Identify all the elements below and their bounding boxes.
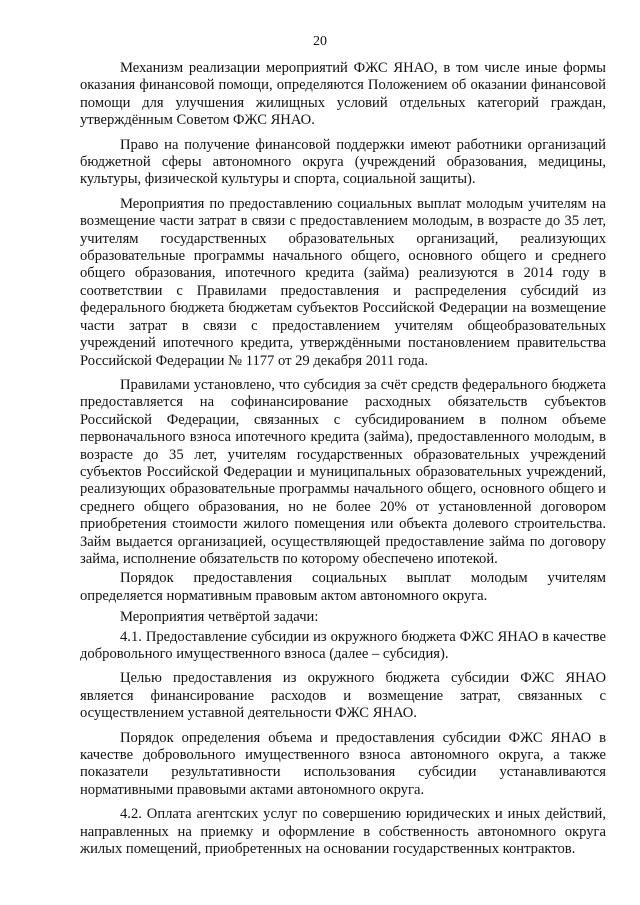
paragraph-teacher-payments: Мероприятия по предоставлению социальных выплат молодым учителям на возмещение части затрат в связи с предоставлением молодым, в возрасте до 35 лет, учителям государственных образовательных организаций, реализующих образовательные программы начального общего, основного общего и среднего общего образования, ипотечного кредита (займа) реализуются в 2014 году в соответствии с Правилами предоставления и распределения субсидий из федерального бюджета бюджетам субъектов Российской Федерации на возмещение части затрат в связи с предоставлением учителям общеобразовательных учреждений ипотечного кредита, утверждёнными постановлением правительства Российской Федерации № 1177 от 29 декабря 2011 года. [80,195,606,369]
page-number: 20 [313,34,327,49]
paragraph-procedure: Порядок предоставления социальных выплат молодым учителям определяется нормативным правовым актом автономного округа. [80,570,606,604]
paragraph-task-four-heading: Мероприятия четвёртой задачи: [120,609,319,626]
paragraph-subsidy-purpose: Целью предоставления из окружного бюджета субсидии ФЖС ЯНАО является финансирование расходов и возмещение затрат, связанных с осуществлением уставной деятельности ФЖС ЯНАО. [80,670,606,722]
paragraph-rules: Правилами установлено, что субсидия за счёт средств федерального бюджета предоставляется на софинансирование расходных обязательств субъектов Российской Федерации, связанных с субсидированием в полном объеме первоначального взноса ипотечного кредита (займа), предоставленного молодым, в возрасте до 35 лет, учителям государственных образовательных учреждений субъектов Российской Федерации и муниципальных образовательных учреждений, реализующих образовательные программы начального общего, основного общего и среднего общего образования, но не более 20% от установленной договором приобретения стоимости жилого помещения или объекта долевого строительства. Займ выдается организацией, осуществляющей предоставление займа по договору займа, исполнение обязательств по которому обеспечено ипотекой. [80,376,606,567]
paragraph-subsidy-procedure: Порядок определения объема и предоставления субсидии ФЖС ЯНАО в качестве добровольного имущественного взноса автономного округа, а также показатели результативности использования субсидии устанавливаются нормативными правовыми актами автономного округа. [80,729,606,798]
paragraph-item-4-1: 4.1. Предоставление субсидии из окружного бюджета ФЖС ЯНАО в качестве добровольного имущественного взноса (далее – субсидия). [80,628,606,662]
paragraph-eligibility: Право на получение финансовой поддержки имеют работники организаций бюджетной сферы автономного округа (учреждений образования, медицины, культуры, физической культуры и спорта, социальной защиты). [80,136,606,188]
paragraph-item-4-2: 4.2. Оплата агентских услуг по совершению юридических и иных действий, направленных на приемку и оформление в собственность автономного округа жилых помещений, приобретенных на основании государственных контрактов. [80,806,606,858]
paragraph-mechanism: Механизм реализации мероприятий ФЖС ЯНАО, в том числе иные формы оказания финансовой помощи, определяются Положением об оказании финансовой помощи для улучшения жилищных условий отдельных категорий граждан, утверждённым Советом ФЖС ЯНАО. [80,60,606,129]
document-body [80,60,606,865]
